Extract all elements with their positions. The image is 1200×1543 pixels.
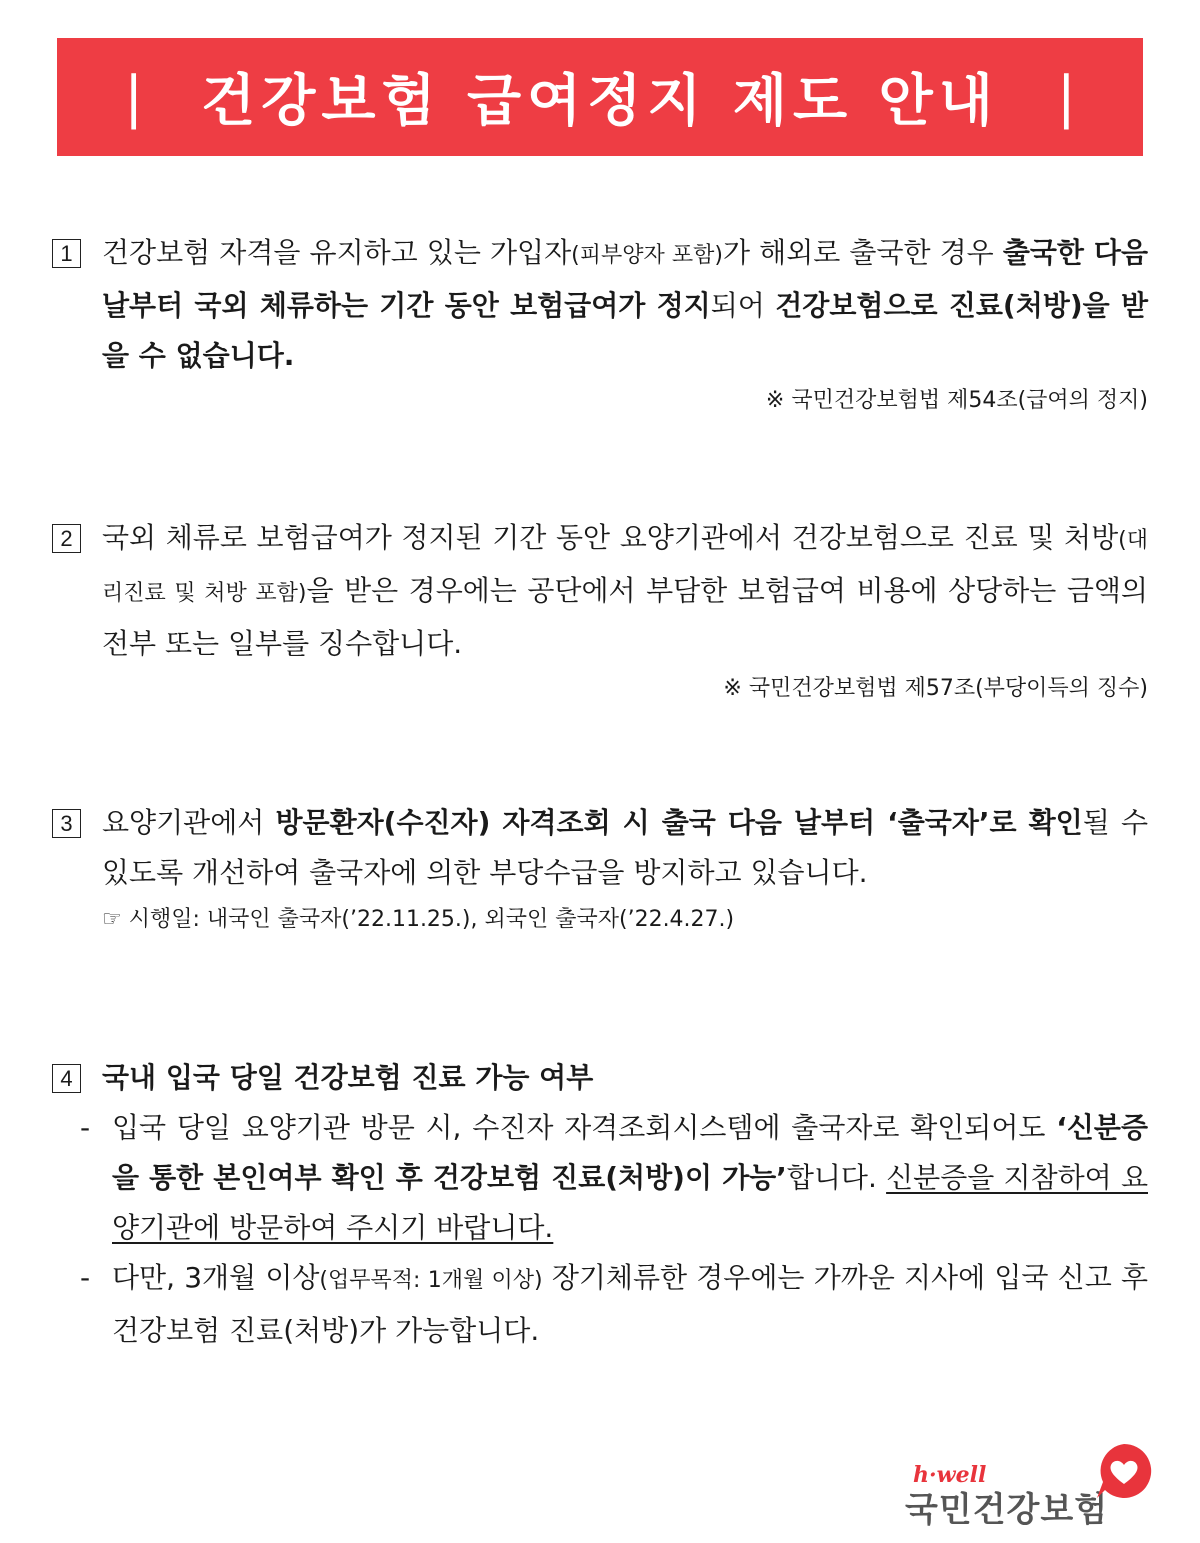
section-1-text: 건강보험 자격을 유지하고 있는 가입자	[102, 236, 572, 269]
page-title: 건강보험 급여정지 제도 안내	[201, 69, 999, 134]
section-3-bold: 방문환자(수진자) 자격조회 시 출국 다음 날부터 ‘출국자’로 확인	[275, 806, 1083, 839]
section-3-text: 요양기관에서	[102, 806, 276, 839]
nhis-logo	[905, 1440, 1155, 1530]
section-2-note: ※ 국민건강보험법 제57조(부당이득의 징수)	[723, 676, 1148, 701]
section-2-text: 국외 체류로 보험급여가 정지된 기간 동안 요양기관에서 건강보험으로 진료 및 처방	[102, 521, 1119, 554]
heart-logo-icon	[1093, 1440, 1155, 1502]
logo-brand: h·well	[913, 1462, 987, 1488]
section-4-heading: 국내 입국 당일 건강보험 진료 가능 여부	[102, 1061, 594, 1094]
section-1	[52, 228, 1148, 421]
section-4-text: 합니다.	[786, 1161, 887, 1194]
dash-bullet: -	[80, 1261, 91, 1294]
section-4-text: 장기체류한 경우에는 가까운 지사에 입국 신고 후 건강보험 진료(처방)가 가능합니다.	[112, 1261, 1149, 1347]
section-2-text: 을 받은 경우에는 공단에서 부담한 보험급여 비용에 상당하는 금액의 전부 또는 일부를 징수합니다.	[102, 574, 1148, 660]
section-1-paragraph	[102, 228, 1148, 381]
section-4-bold: ‘신분증을 통한 본인여부 확인 후 건강보험 진료(처방)이 가능’	[112, 1111, 1148, 1194]
section-number-2: 2	[52, 524, 81, 553]
section-3-effective-date: ☞ 시행일: 내국인 출국자(’22.11.25.), 외국인 출국자(’22.4.27.)	[102, 907, 735, 932]
section-number-3: 3	[52, 809, 81, 838]
section-2-small: (대리진료 및 처방 포함)	[102, 528, 1148, 606]
section-1-bold: 건강보험으로 진료(처방)을 받을 수 없습니다.	[102, 289, 1149, 372]
section-number-4: 4	[52, 1064, 81, 1093]
section-1-small: (피부양자 포함)	[571, 243, 724, 268]
section-4-text: 다만, 3개월 이상	[112, 1261, 320, 1294]
section-2	[52, 513, 1148, 709]
section-1-note: ※ 국민건강보험법 제54조(급여의 정지)	[765, 388, 1148, 413]
title-banner	[57, 38, 1143, 156]
title-bar-right: |	[1056, 64, 1076, 130]
section-4-item-1	[52, 1103, 1148, 1253]
section-1-text: 가 해외로 출국한 경우	[723, 236, 1003, 269]
section-4-underline: 신분증을 지참하여 요양기관에 방문하여 주시기 바랍니다.	[112, 1161, 1148, 1244]
section-3-paragraph	[102, 798, 1148, 898]
section-4-small: (업무목적: 1개월 이상)	[319, 1268, 543, 1293]
section-4-text: 입국 당일 요양기관 방문 시, 수진자 자격조회시스템에 출국자로 확인되어도	[112, 1111, 1057, 1144]
logo-name: 국민건강보험	[905, 1490, 1109, 1530]
section-number-1: 1	[52, 239, 81, 268]
section-4-item-2	[52, 1253, 1148, 1356]
section-3	[52, 798, 1148, 942]
title-bar-left: |	[124, 64, 144, 130]
section-4	[52, 1053, 1148, 1356]
dash-bullet: -	[80, 1111, 91, 1144]
section-2-paragraph	[102, 513, 1148, 669]
section-1-text: 되어	[710, 289, 776, 322]
section-3-text: 될 수 있도록 개선하여 출국자에 의한 부당수급을 방지하고 있습니다.	[102, 806, 1148, 889]
section-1-bold: 출국한 다음 날부터 국외 체류하는 기간 동안 보험급여가 정지	[102, 236, 1149, 322]
